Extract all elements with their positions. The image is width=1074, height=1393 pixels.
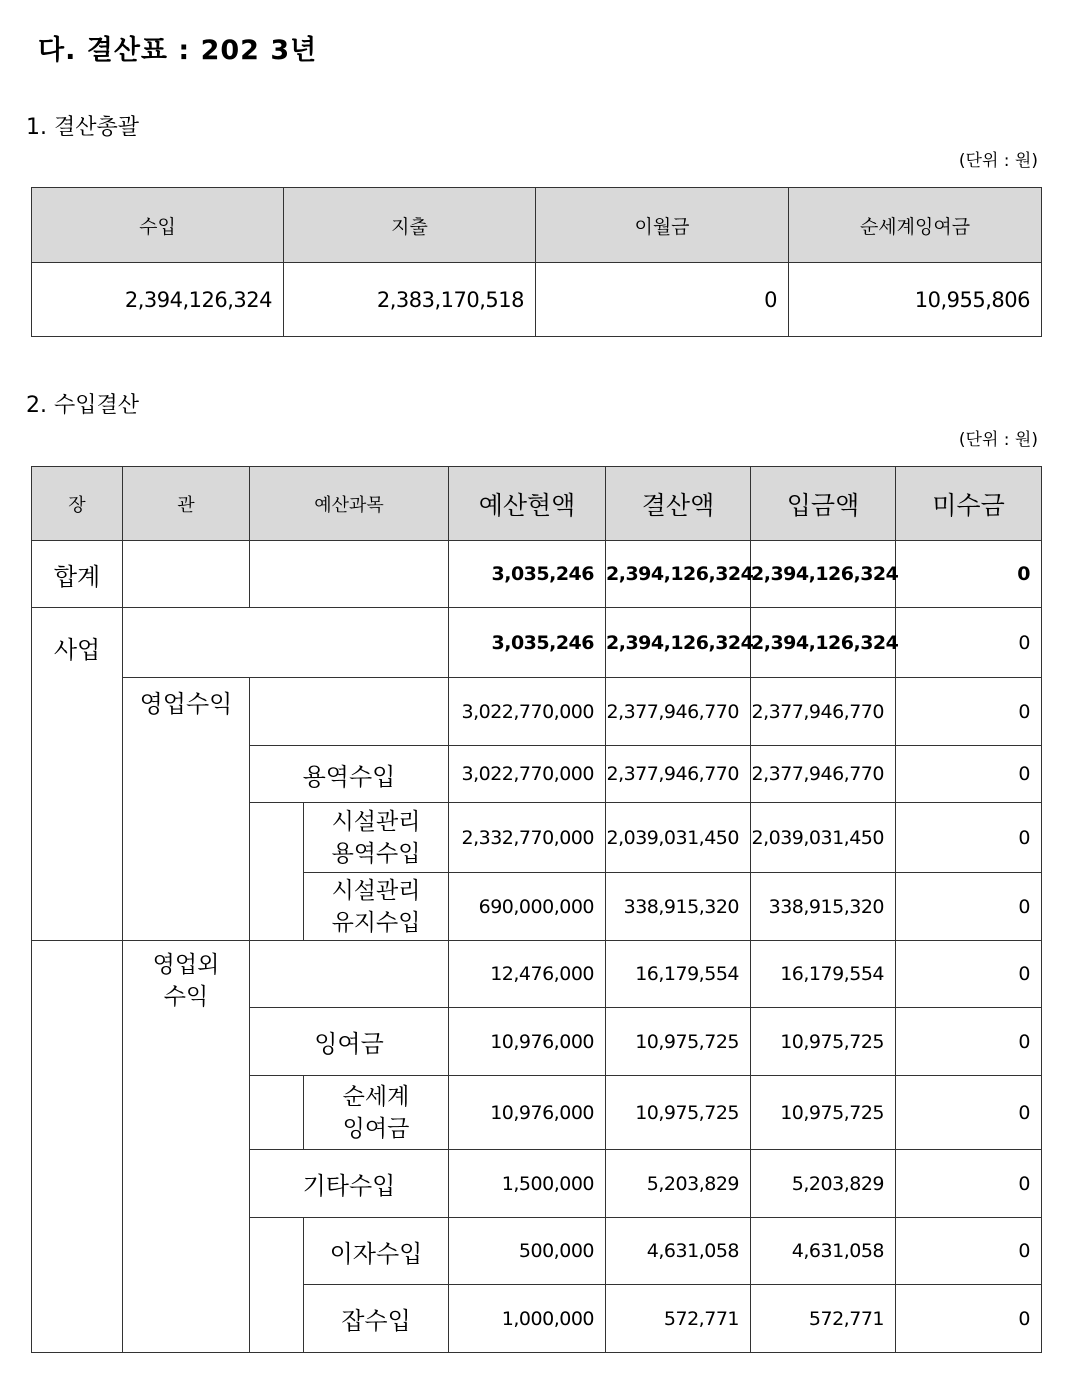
- summary-header-row: [32, 188, 1042, 263]
- table-row: [32, 678, 1042, 746]
- summary-col-surplus: 순세계잉여금: [789, 188, 1042, 263]
- settled-cell: 2,394,126,324: [606, 608, 751, 678]
- received-cell: 338,915,320: [751, 873, 896, 941]
- table-row: [32, 541, 1042, 608]
- row-label: 용역수입: [250, 746, 449, 803]
- empty-cell: [250, 541, 449, 608]
- empty-cell: [250, 941, 449, 1008]
- income-col-settled: 결산액: [606, 467, 751, 541]
- row-label: 기타수입: [250, 1150, 449, 1218]
- row-label: 이자수입: [304, 1218, 449, 1285]
- summary-table: [31, 187, 1042, 337]
- received-cell: 2,394,126,324: [751, 541, 896, 608]
- empty-cell: [123, 608, 449, 678]
- summary-col-income: 수입: [32, 188, 284, 263]
- income-col-chapter: 장: [32, 467, 123, 541]
- table-row: [32, 941, 1042, 1008]
- page-title: 다. 결산표 : 202 3년: [38, 35, 318, 66]
- unpaid-cell: 0: [896, 1150, 1042, 1218]
- empty-cell: [250, 803, 304, 941]
- budget-cell: 10,976,000: [449, 1008, 606, 1076]
- income-header-row: [32, 467, 1042, 541]
- unpaid-cell: 0: [896, 541, 1042, 608]
- income-col-budget: 예산현액: [449, 467, 606, 541]
- settled-cell: 5,203,829: [606, 1150, 751, 1218]
- summary-value-expense: 2,383,170,518: [284, 263, 536, 337]
- row-label: 잡수입: [304, 1285, 449, 1353]
- income-heading: 2. 수입결산: [26, 393, 139, 418]
- settled-cell: 338,915,320: [606, 873, 751, 941]
- unpaid-cell: 0: [896, 678, 1042, 746]
- summary-value-surplus: 10,955,806: [789, 263, 1042, 337]
- income-col-section: 관: [123, 467, 250, 541]
- settled-cell: 10,975,725: [606, 1076, 751, 1150]
- row-label: 합계: [32, 541, 123, 608]
- received-cell: 2,039,031,450: [751, 803, 896, 873]
- income-unit: (단위 : 원): [958, 430, 1038, 450]
- settled-cell: 2,377,946,770: [606, 678, 751, 746]
- summary-col-expense: 지출: [284, 188, 536, 263]
- settled-cell: 2,394,126,324: [606, 541, 751, 608]
- unpaid-cell: 0: [896, 746, 1042, 803]
- income-col-received: 입금액: [751, 467, 896, 541]
- budget-cell: 12,476,000: [449, 941, 606, 1008]
- received-cell: 2,377,946,770: [751, 678, 896, 746]
- settled-cell: 4,631,058: [606, 1218, 751, 1285]
- unpaid-cell: 0: [896, 1076, 1042, 1150]
- summary-value-carryover: 0: [536, 263, 789, 337]
- budget-cell: 10,976,000: [449, 1076, 606, 1150]
- row-label: 시설관리 용역수입: [304, 803, 449, 873]
- row-label: 잉여금: [250, 1008, 449, 1076]
- budget-cell: 500,000: [449, 1218, 606, 1285]
- row-label: 순세계 잉여금: [304, 1076, 449, 1150]
- income-col-item: 예산과목: [250, 467, 449, 541]
- received-cell: 2,377,946,770: [751, 746, 896, 803]
- empty-cell: [250, 1076, 304, 1150]
- unpaid-cell: 0: [896, 873, 1042, 941]
- row-label: 영업수익: [123, 678, 250, 941]
- settled-cell: 2,377,946,770: [606, 746, 751, 803]
- unpaid-cell: 0: [896, 803, 1042, 873]
- income-table: [31, 466, 1042, 1353]
- unpaid-cell: 0: [896, 1285, 1042, 1353]
- row-label: 사업: [32, 608, 123, 941]
- received-cell: 5,203,829: [751, 1150, 896, 1218]
- budget-cell: 1,000,000: [449, 1285, 606, 1353]
- summary-value-income: 2,394,126,324: [32, 263, 284, 337]
- settled-cell: 572,771: [606, 1285, 751, 1353]
- budget-cell: 2,332,770,000: [449, 803, 606, 873]
- unpaid-cell: 0: [896, 1218, 1042, 1285]
- received-cell: 10,975,725: [751, 1008, 896, 1076]
- settled-cell: 2,039,031,450: [606, 803, 751, 873]
- budget-cell: 1,500,000: [449, 1150, 606, 1218]
- received-cell: 572,771: [751, 1285, 896, 1353]
- budget-cell: 3,022,770,000: [449, 678, 606, 746]
- empty-cell: [250, 678, 449, 746]
- row-label: 영업외 수익: [123, 941, 250, 1353]
- received-cell: 4,631,058: [751, 1218, 896, 1285]
- table-row: [32, 608, 1042, 678]
- received-cell: 16,179,554: [751, 941, 896, 1008]
- unpaid-cell: 0: [896, 1008, 1042, 1076]
- unpaid-cell: 0: [896, 941, 1042, 1008]
- empty-cell: [32, 941, 123, 1353]
- empty-cell: [250, 1218, 304, 1353]
- budget-cell: 3,022,770,000: [449, 746, 606, 803]
- budget-cell: 3,035,246: [449, 541, 606, 608]
- settled-cell: 16,179,554: [606, 941, 751, 1008]
- unpaid-cell: 0: [896, 608, 1042, 678]
- income-col-unpaid: 미수금: [896, 467, 1042, 541]
- settled-cell: 10,975,725: [606, 1008, 751, 1076]
- row-label: 시설관리 유지수입: [304, 873, 449, 941]
- summary-col-carryover: 이월금: [536, 188, 789, 263]
- empty-cell: [123, 541, 250, 608]
- summary-unit: (단위 : 원): [958, 151, 1038, 171]
- budget-cell: 690,000,000: [449, 873, 606, 941]
- budget-cell: 3,035,246: [449, 608, 606, 678]
- received-cell: 2,394,126,324: [751, 608, 896, 678]
- received-cell: 10,975,725: [751, 1076, 896, 1150]
- summary-value-row: [32, 263, 1042, 337]
- summary-heading: 1. 결산총괄: [26, 115, 139, 140]
